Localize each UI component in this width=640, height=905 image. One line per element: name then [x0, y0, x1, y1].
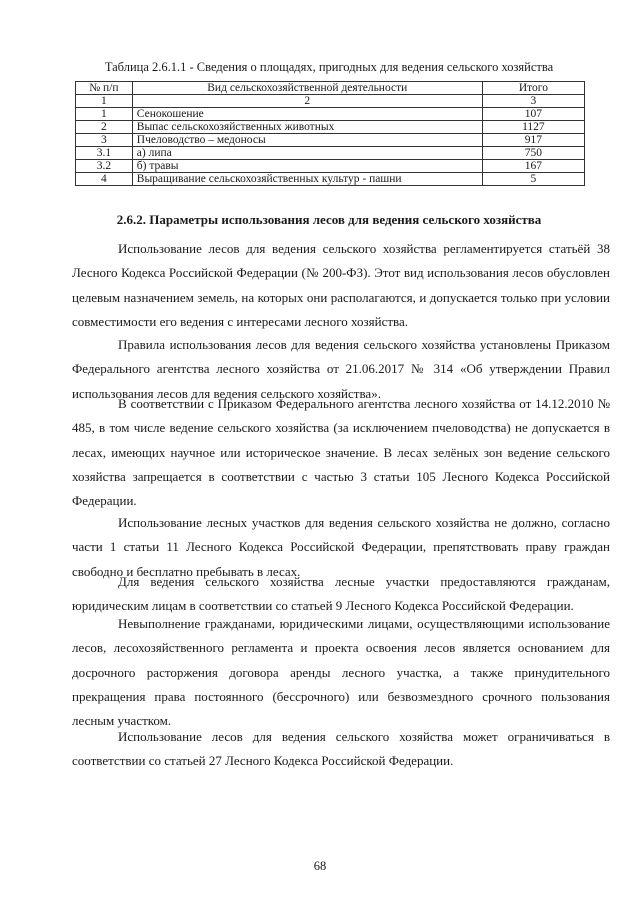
page-number: 68 [313, 859, 327, 873]
paragraph: Для ведения сельского хозяйства лесные участки предоставляются гражданам, юридическим лицам в соответствии со статьей 9 Лесного Кодекса Российской Федерации. [72, 574, 610, 614]
index-cell: 2 [132, 95, 482, 108]
table-row [76, 134, 585, 147]
row-number: 3.2 [76, 160, 133, 173]
table-row [76, 173, 585, 186]
table-row [76, 160, 585, 173]
row-number: 3 [76, 134, 133, 147]
row-number: 1 [76, 108, 133, 121]
paragraph: В соответствии с Приказом Федерального агентства лесного хозяйства от 14.12.2010 № 485, в том числе ведение сельского хозяйства (за исключением пчеловодства) не допускается в лесах, имеющих научное или историческое значение. В лесах зелёных зон ведение сельского хозяйства запрещается в соответствии с частью 3 статьи 105 Лесного Кодекса Российской Федерации. [72, 396, 610, 509]
table-index-row [76, 95, 585, 108]
table-row [76, 121, 585, 134]
header-activity: Вид сельскохозяйственной деятельности [132, 82, 482, 95]
index-cell: 3 [482, 95, 584, 108]
row-total: 5 [482, 173, 584, 186]
table-row [76, 147, 585, 160]
table-row [76, 108, 585, 121]
row-activity: Пчеловодство – медоносы [132, 134, 482, 147]
header-total: Итого [482, 82, 584, 95]
row-total: 750 [482, 147, 584, 160]
row-total: 917 [482, 134, 584, 147]
row-total: 107 [482, 108, 584, 121]
table-caption: Таблица 2.6.1.1 - Сведения о площадях, пригодных для ведения сельского хозяйства [104, 60, 554, 74]
row-number: 3.1 [76, 147, 133, 160]
paragraph: Правила использования лесов для ведения сельского хозяйства установлены Приказом Федерального агентства лесного хозяйства от 21.06.2017 № 314 «Об утверждении Правил использования лесов для ведения сельского хозяйства». [72, 337, 610, 401]
section-heading: 2.6.2. Параметры использования лесов для ведения сельского хозяйства [116, 212, 542, 227]
table-header-row [76, 82, 585, 95]
row-total: 1127 [482, 121, 584, 134]
header-number: № п/п [76, 82, 133, 95]
row-activity: Выпас сельскохозяйственных животных [132, 121, 482, 134]
paragraph: Невыполнение гражданами, юридическими лицами, осуществляющими использование лесов, лесохозяйственного регламента и проекта освоения лесов является основанием для досрочного расторжения договора аренды лесного участка, а также принудительного прекращения права постоянного (бессрочного) или безвозмездного срочного пользования лесным участком. [72, 616, 610, 729]
index-cell: 1 [76, 95, 133, 108]
row-number: 4 [76, 173, 133, 186]
paragraph: Использование лесов для ведения сельского хозяйства регламентируется статьёй 38 Лесного Кодекса Российской Федерации (№ 200-ФЗ). Этот вид использования лесов обусловлен целевым назначением земель, на которых они располагаются, и допускается только при условии совместимости его ведения с интересами лесного хозяйства. [72, 241, 610, 329]
row-activity: Выращивание сельскохозяйственных культур - пашни [132, 173, 482, 186]
row-activity: Сенокошение [132, 108, 482, 121]
row-total: 167 [482, 160, 584, 173]
paragraph: Использование лесов для ведения сельского хозяйства может ограничиваться в соответствии со статьей 27 Лесного Кодекса Российской Федерации. [72, 729, 610, 769]
row-activity: а) липа [132, 147, 482, 160]
row-number: 2 [76, 121, 133, 134]
row-activity: б) травы [132, 160, 482, 173]
paragraph: Использование лесных участков для ведения сельского хозяйства не должно, согласно части 1 статьи 11 Лесного Кодекса Российской Федерации, препятствовать праву граждан свободно и бесплатно пребывать в лесах. [72, 515, 610, 579]
areas-table [75, 81, 585, 186]
